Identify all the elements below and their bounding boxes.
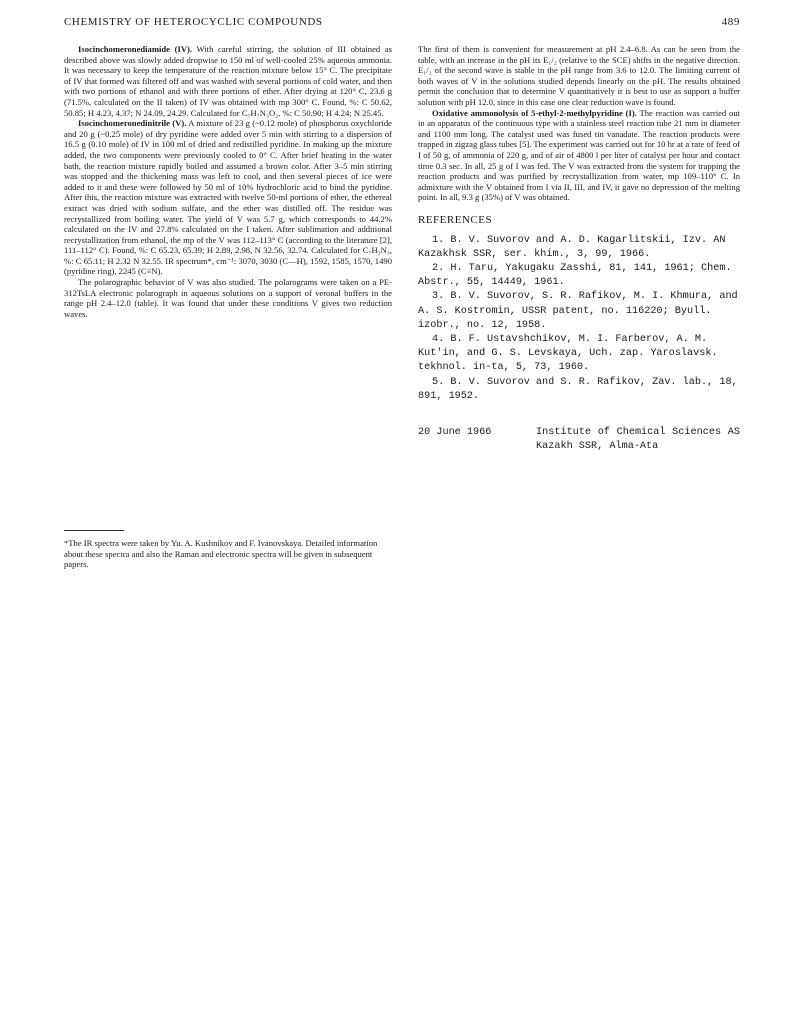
reference-item: 5. B. V. Suvorov and S. R. Rafikov, Zav. lab., 18, 891, 1952. (418, 376, 738, 402)
journal-title: CHEMISTRY OF HETEROCYCLIC COMPOUNDS (64, 16, 323, 28)
footnote-divider (64, 530, 124, 531)
section-heading-dinitrile: Isocinchomeronedinitrile (V). (78, 118, 187, 129)
references-heading: REFERENCES (418, 213, 493, 226)
paragraph-text: The reaction was carried out in an apparatus of the continuous type with a stainless steel reaction tube 21 mm in diameter and 1100 mm long. The catalyst used was fused tin vanadate. The reaction products were trapped in zigzag glass tubes [5]. The experiment was carried out for 10 hr at a rate of feed of I of 50 g, of ammonia of 220 g, and of air of 4800 l per liter of catalyst per hour and contact time 0.3 sec. In all, 25 g of I was fed. The V was extracted from the system for trapping the reaction products and was purified by recrystallization from water, mp 109–110° C. In admixture with the V obtained from I via II, III, and IV, it gave no depression of the melting point. In all, 9.3 g (35%) of V was obtained. (418, 107, 741, 203)
institution: Institute of Chemical Sciences AS Kazakh SSR, Alma-Ata (536, 426, 740, 453)
paragraph-polarographic: The polarographic behavior of V was also studied. The polarograms were taken on a PE-312TsLA electronic polarograph in aqueous solutions on a support of veronal buffers in the range pH 2.4–12.0 (table). It was found that under these conditions V gives two reduction waves. (64, 277, 392, 319)
paragraph-text: With careful stirring, the solution of III obtained as described above was slowly added dropwise to 150 ml of well-cooled 25% aqueous ammonia. It was necessary to keep the temperature of the reaction mixture below 15° C. The precipitate of IV that formed was filtered off and was washed with several portions of cold water, and then with two portions of ethanol and with three portions of ether. After drying at 120° C, 23.6 g (71.5%, calculated on the II taken) of IV was obtained with mp 300° C. Found, %: C 50.62, 50.85; H 4.23, 4.37; N 24.09, 24.29. Calculated for C₇H₇N₃O₂, %: C 50.90; H 4.24; N 25.45. (64, 44, 392, 118)
running-head (64, 16, 740, 32)
received-date: 20 June 1966 (418, 426, 492, 438)
page-number: 489 (721, 16, 740, 28)
paragraph-text: A mixture of 23 g (~0.12 mole) of phosphorus oxychloride and 20 g (~0.25 mole) of dry pyridine were added over 5 min with stirring to a dispersion of 16.5 g (0.10 mole) of IV in 100 ml of dried and redistilled pyridine. In making up the mixture added, the two components were previously cooled to 0° C. After brief heating in the water bath, the reaction mixture rapidly boiled and assumed a brown color. After 3–5 min stirring was stopped and the thickening mass was left to cool, and then several pieces of ice were added to it and these were followed by 50 ml of 10% hydrochloric acid to bind the pyridine. After this, the reaction mixture was extracted with twelve 50-ml portions of ether, the ethereal extract was dried with sodium sulfate, and the ether was distilled off. The residue was recrystallized from boiling water. The yield of V was 5.7 g, which corresponds to 44.2% calculated on the IV and 27.8% calculated on the I taken. After sublimation and additional recrystallization from ethanol, the mp of the V was 112–113° C (according to the literature [2], 111–112° C). Found, %: C 65.23, 65.39; H 2.89, 2.98, N 32.56, 32.74. Calculated for C₇H₃N₃, %: C 65.11; H 2.32 N 32.55. IR spectrum*, cm⁻¹: 3070, 3030 (C—H), 1592, 1585, 1570, 1490 (pyridine ring), 2245 (C≡N). (64, 118, 392, 277)
signoff (418, 426, 740, 458)
reference-item: 2. H. Taru, Yakugaku Zasshi, 81, 141, 1961; Chem. Abstr., 55, 14449, 1961. (418, 262, 732, 289)
reference-item: 4. B. F. Ustavshchikov, M. I. Farberov, A. M. Kut'in, and G. S. Levskaya, Uch. zap. Yaroslavsk. tekhnol. in-ta, 5, 73, 1960. (418, 333, 718, 374)
right-column (418, 44, 740, 458)
paragraph-isocinchomeronedinitrile (64, 118, 392, 277)
paragraph-reduction-waves: The first of them is convenient for measurement at pH 2.4–6.8. As can be seen from the table, with an increase in the pH its E₁/₂ (relative to the SCE) shifts in the negative direction. E₁/₂ of the second wave is stable in the pH range from 3.6 to 12.0. The limiting current of both waves of V in the solutions studied depends linearly on the pH. The results obtained permit the conclusion that to determine V quantitatively it is best to use as support a buffer solution with pH 12.0, since in this case one clear reduction wave is found. (418, 44, 740, 107)
section-heading-diamide: Isocinchomeronediamide (IV). (78, 44, 193, 54)
paragraph-oxidative-ammonolysis (418, 108, 740, 203)
section-heading-ammonolysis: Oxidative ammonolysis of 5-ethyl-2-methylpyridine (I). (432, 107, 637, 118)
paragraph-isocinchomeronediamide (64, 44, 392, 118)
footnote: *The IR spectra were taken by Yu. A. Kushnikov and F. Ivanovskaya. Detailed information about these spectra and also the Raman and electronic spectra will be given in subsequent papers. (64, 538, 378, 570)
reference-item: 1. B. V. Suvorov and A. D. Kagarlitskii, Izv. AN Kazakhsk SSR, ser. khim., 3, 99, 1966. (418, 234, 726, 260)
left-column (64, 44, 392, 319)
reference-item: 3. B. V. Suvorov, S. R. Rafikov, M. I. Khmura, and A. S. Kostromin, USSR patent, no. 116220; Byull. izobr., no. 12, 1958. (418, 291, 738, 331)
